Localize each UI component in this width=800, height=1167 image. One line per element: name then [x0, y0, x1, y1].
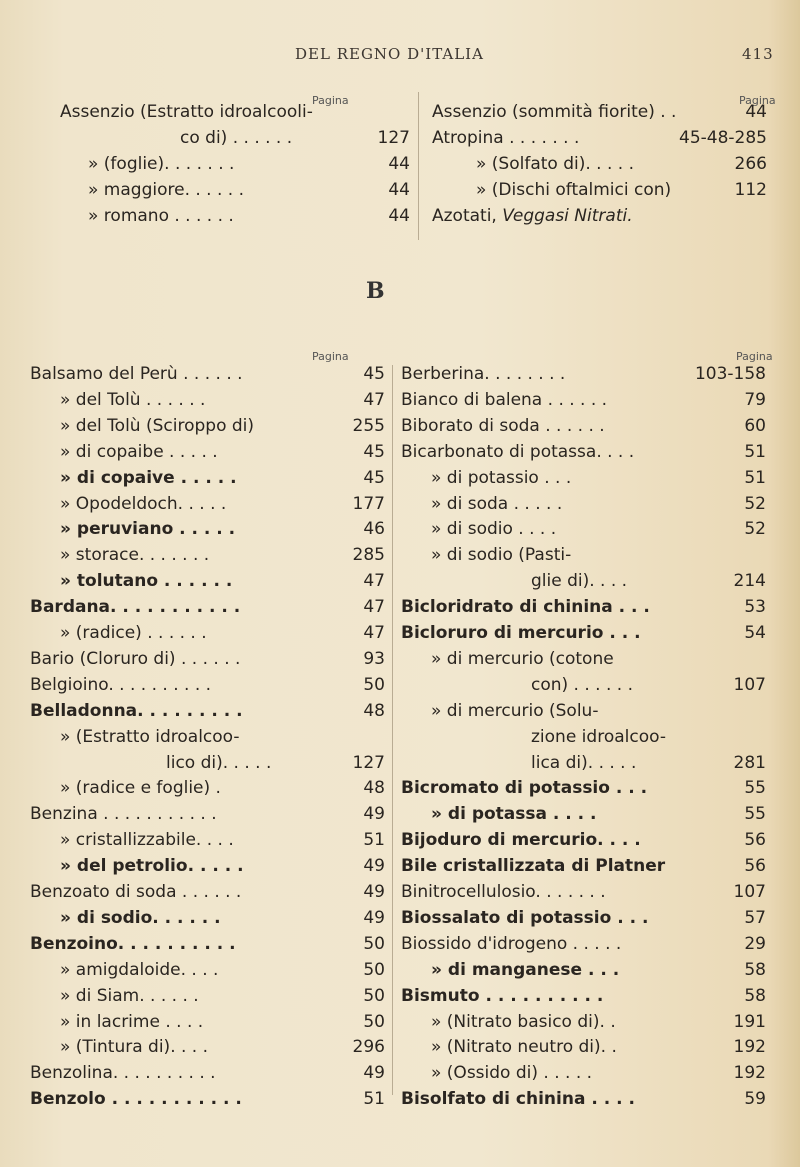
entry-label: » amigdaloide. . . . [60, 959, 219, 980]
entry-label: » Opodeldoch. . . . . [60, 493, 227, 514]
index-entry [30, 466, 385, 490]
entry-label: » tolutano . . . . . . [60, 571, 233, 592]
entry-label: lico di). . . . . [166, 752, 272, 773]
index-entry [401, 673, 766, 697]
index-entry [30, 492, 385, 516]
entry-page-number: 51 [363, 830, 385, 851]
entry-label: Biossido d'idrogeno . . . . . [401, 933, 622, 954]
entry-label: » (radice) . . . . . . [60, 623, 207, 643]
entry-label: » cristallizzabile. . . . [60, 830, 234, 851]
index-entry [401, 854, 766, 878]
index-entry [30, 802, 385, 826]
entry-page-number: 107 [733, 882, 766, 902]
entry-page-number: 56 [744, 830, 766, 851]
entry-label: Bisolfato di chinina . . . . [401, 1089, 635, 1110]
index-entry [30, 362, 385, 386]
entry-page-number: 44 [388, 154, 410, 174]
entry-label: » di manganese . . . [431, 959, 620, 980]
entry-page-number: 49 [363, 907, 385, 928]
entry-page-number: 107 [733, 674, 766, 695]
index-entry [401, 466, 766, 490]
index-entry [401, 492, 766, 516]
entry-label: » (Nitrato basico di). . [431, 1011, 616, 1032]
cross-reference: Veggasi Nitrati. [502, 206, 633, 226]
page-number: 413 [742, 45, 774, 63]
entry-label: » (Tintura di). . . . [60, 1037, 209, 1058]
entry-page-number: 51 [363, 1089, 385, 1110]
column-divider-top [418, 92, 419, 240]
entry-label: » (Dischi oftalmici con) [476, 180, 672, 200]
entry-label: Bile cristallizzata di Platner [401, 856, 666, 877]
index-entry [401, 1087, 766, 1111]
column-head-top-left: Pagina [312, 94, 349, 107]
index-entry [401, 517, 766, 541]
entry-label: » di potassa . . . . [431, 804, 597, 825]
column-head-top-right: Pagina [739, 94, 776, 107]
index-entry [30, 1087, 385, 1111]
entry-page-number: 44 [388, 180, 410, 200]
entry-page-number: 50 [363, 933, 385, 954]
index-entry [432, 178, 767, 202]
entry-page-number: 46 [363, 519, 385, 540]
entry-label: Azotati, Veggasi Nitrati. [432, 206, 633, 226]
index-entry [401, 621, 766, 645]
entry-page-number: 112 [734, 180, 767, 200]
index-entry [401, 543, 766, 567]
entry-page-number: 50 [363, 959, 385, 980]
index-entry [432, 204, 767, 228]
entry-page-number: 49 [363, 1063, 385, 1084]
entry-label: Atropina . . . . . . . [432, 128, 580, 148]
index-entry [401, 388, 766, 412]
entry-page-number: 45 [363, 364, 385, 384]
entry-page-number: 47 [363, 571, 385, 592]
entry-page-number: 255 [352, 415, 385, 436]
entry-page-number: 52 [744, 493, 766, 514]
entry-label: » storace. . . . . . . [60, 545, 210, 566]
entry-label: Benzoino. . . . . . . . . . [30, 933, 236, 954]
index-entry [30, 880, 385, 904]
entry-page-number: 44 [745, 102, 767, 122]
entry-label: Binitrocellulosio. . . . . . . [401, 882, 606, 902]
index-entry [30, 440, 385, 464]
entry-page-number: 55 [744, 778, 766, 799]
entry-page-number: 58 [744, 985, 766, 1006]
column-divider-main [392, 365, 393, 1095]
entry-label: » di sodio . . . . [431, 519, 557, 540]
entry-page-number: 266 [734, 154, 767, 174]
entry-label: » (Nitrato neutro di). . [431, 1037, 617, 1058]
entry-page-number: 127 [377, 128, 410, 148]
entry-page-number: 50 [363, 674, 385, 695]
index-entry [401, 362, 766, 386]
index-entry [432, 100, 767, 124]
entry-label: Benzolina. . . . . . . . . . [30, 1063, 216, 1084]
entry-label: Biborato di soda . . . . . . [401, 415, 605, 436]
entry-page-number: 45 [363, 441, 385, 462]
entry-label: co di) . . . . . . [180, 128, 293, 148]
index-entry [30, 1035, 385, 1059]
entry-page-number: 58 [744, 959, 766, 980]
index-entry [401, 595, 766, 619]
entry-page-number: 177 [352, 493, 385, 514]
index-entry [30, 828, 385, 852]
index-entry [30, 517, 385, 541]
entry-label: » (radice e foglie) . [60, 778, 221, 799]
entry-label: » di mercurio (Solu- [431, 700, 599, 721]
entry-label: Berberina. . . . . . . . [401, 364, 566, 384]
index-entry [401, 984, 766, 1008]
index-entry [30, 984, 385, 1008]
entry-label: Bario (Cloruro di) . . . . . . [30, 648, 241, 669]
entry-page-number: 48 [363, 700, 385, 721]
index-entry [401, 725, 766, 749]
entry-page-number: 52 [744, 519, 766, 540]
entry-page-number: 296 [352, 1037, 385, 1058]
index-entry [30, 751, 385, 775]
entry-label: zione idroalcoo- [531, 726, 666, 747]
index-entry [401, 828, 766, 852]
entry-label: » (foglie). . . . . . . [88, 154, 235, 174]
index-entry [30, 621, 385, 645]
entry-label: Assenzio (Estratto idroalcooli- [60, 102, 313, 122]
entry-page-number: 54 [744, 623, 766, 643]
entry-page-number: 79 [744, 389, 766, 410]
index-entry [60, 178, 410, 202]
entry-page-number: 55 [744, 804, 766, 825]
entry-label: Bijoduro di mercurio. . . . [401, 830, 641, 851]
entry-page-number: 57 [744, 907, 766, 928]
entry-label: Biossalato di potassio . . . [401, 907, 649, 928]
entry-label: Bicloridrato di chinina . . . [401, 597, 650, 618]
entry-page-number: 60 [744, 415, 766, 436]
index-entry [432, 152, 767, 176]
index-entry [401, 958, 766, 982]
entry-page-number: 45 [363, 467, 385, 488]
index-entry [60, 126, 410, 150]
column-head-right: Pagina [736, 350, 773, 363]
entry-page-number: 93 [363, 648, 385, 669]
index-entry [401, 906, 766, 930]
index-entry [401, 699, 766, 723]
entry-label: Bicloruro di mercurio . . . [401, 623, 641, 643]
index-entry [401, 751, 766, 775]
entry-label: » di Siam. . . . . . [60, 985, 199, 1006]
running-title: DEL REGNO D'ITALIA [295, 45, 484, 63]
index-entry [401, 647, 766, 671]
index-entry [30, 673, 385, 697]
entry-label: » del petrolio. . . . . [60, 856, 244, 877]
entry-label: Bicromato di potassio . . . [401, 778, 648, 799]
entry-label: Benzolo . . . . . . . . . . . [30, 1089, 242, 1110]
section-letter: B [366, 278, 385, 304]
entry-page-number: 45-48-285 [679, 128, 767, 148]
index-entry [401, 1035, 766, 1059]
entry-page-number: 191 [733, 1011, 766, 1032]
index-entry [30, 776, 385, 800]
entry-page-number: 59 [744, 1089, 766, 1110]
index-entry [432, 126, 767, 150]
entry-page-number: 192 [733, 1063, 766, 1084]
entry-label: Bianco di balena . . . . . . [401, 389, 608, 410]
entry-page-number: 29 [744, 933, 766, 954]
index-entry [60, 152, 410, 176]
entry-label: Assenzio (sommità fiorite) . . [432, 102, 677, 122]
entry-label: » (Ossido di) . . . . . [431, 1063, 593, 1084]
column-head-left: Pagina [312, 350, 349, 363]
entry-label: » di copaive . . . . . [60, 467, 237, 488]
index-entry [401, 802, 766, 826]
entry-label: glie di). . . . [531, 571, 628, 592]
index-entry [30, 906, 385, 930]
index-entry [30, 725, 385, 749]
index-entry [401, 932, 766, 956]
entry-label: » del Tolù . . . . . . [60, 389, 206, 410]
entry-label: » di potassio . . . [431, 467, 572, 488]
entry-page-number: 103-158 [694, 364, 766, 384]
index-entry [30, 932, 385, 956]
entry-page-number: 51 [744, 441, 766, 462]
entry-label: Balsamo del Perù . . . . . . [30, 364, 243, 384]
index-entry [30, 414, 385, 438]
entry-label: » del Tolù (Sciroppo di) [60, 415, 255, 436]
entry-page-number: 281 [733, 752, 766, 773]
index-entry [30, 1010, 385, 1034]
index-entry [30, 647, 385, 671]
entry-page-number: 50 [363, 985, 385, 1006]
index-entry [401, 880, 766, 904]
entry-page-number: 127 [352, 752, 385, 773]
index-entry [60, 204, 410, 228]
entry-page-number: 50 [363, 1011, 385, 1032]
index-entry [401, 440, 766, 464]
entry-page-number: 285 [352, 545, 385, 566]
entry-label: » romano . . . . . . [88, 206, 234, 226]
entry-label: Benzoato di soda . . . . . . [30, 882, 242, 902]
index-entry [30, 543, 385, 567]
entry-page-number: 48 [363, 778, 385, 799]
index-entry [401, 1061, 766, 1085]
entry-label: con) . . . . . . [531, 674, 633, 695]
entry-page-number: 214 [733, 571, 766, 592]
index-entry [401, 776, 766, 800]
entry-label: » di copaibe . . . . . [60, 441, 218, 462]
entry-label: Bardana. . . . . . . . . . . [30, 597, 241, 618]
entry-label: lica di). . . . . [531, 752, 637, 773]
entry-page-number: 47 [363, 389, 385, 410]
entry-label: » di sodio (Pasti- [431, 545, 572, 566]
entry-page-number: 53 [744, 597, 766, 618]
entry-page-number: 47 [363, 597, 385, 618]
index-entry [401, 569, 766, 593]
index-entry [30, 854, 385, 878]
entry-label: Benzina . . . . . . . . . . . [30, 804, 217, 825]
entry-page-number: 49 [363, 804, 385, 825]
index-entry [30, 388, 385, 412]
entry-page-number: 49 [363, 856, 385, 877]
entry-label: » di soda . . . . . [431, 493, 563, 514]
index-entry [30, 1061, 385, 1085]
entry-label: » in lacrime . . . . [60, 1011, 204, 1032]
index-entry [401, 414, 766, 438]
index-entry [30, 595, 385, 619]
entry-page-number: 44 [388, 206, 410, 226]
entry-page-number: 56 [744, 856, 766, 877]
index-entry [401, 1010, 766, 1034]
index-entry [60, 100, 410, 124]
index-entry [30, 958, 385, 982]
entry-label: Belladonna. . . . . . . . . [30, 700, 243, 721]
entry-label: Bicarbonato di potassa. . . . [401, 441, 635, 462]
entry-label: » di sodio. . . . . . [60, 907, 221, 928]
entry-page-number: 47 [363, 623, 385, 643]
entry-page-number: 192 [733, 1037, 766, 1058]
entry-page-number: 49 [363, 882, 385, 902]
entry-label: Belgioino. . . . . . . . . . [30, 674, 212, 695]
entry-label: » peruviano . . . . . [60, 519, 236, 540]
entry-label: » (Estratto idroalcoo- [60, 726, 240, 747]
entry-label: » di mercurio (cotone [431, 648, 614, 669]
entry-label: Bismuto . . . . . . . . . . [401, 985, 604, 1006]
entry-label: » maggiore. . . . . . [88, 180, 245, 200]
index-entry [30, 569, 385, 593]
entry-label: » (Solfato di). . . . . [476, 154, 635, 174]
entry-page-number: 51 [744, 467, 766, 488]
index-entry [30, 699, 385, 723]
